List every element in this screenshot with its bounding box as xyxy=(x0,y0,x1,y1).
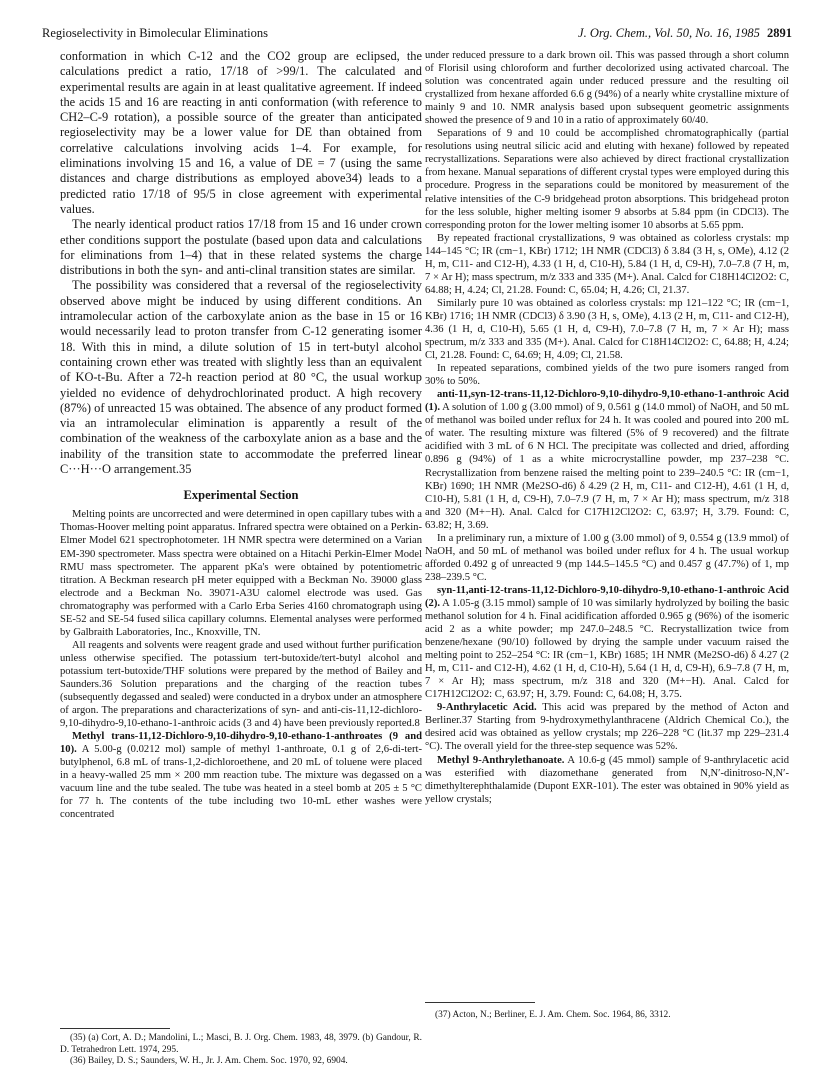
run-in-heading: anti-11,syn-12-trans-11,12-Dichloro-9,10-dihydro-9,10-ethano-1-anthroic Acid (1). xyxy=(425,389,789,414)
right-column xyxy=(425,49,789,806)
left-column xyxy=(60,49,422,821)
paragraph: All reagents and solvents were reagent grade and used without further purification unless otherwise specified. The potassium tert-butoxide/tert-butyl alcohol and potassium tert-butoxide/THF solutions were prepared by the method of Bailey and Saunders.36 Solution preparations and the charging of the reaction tubes (subsequently degassed and sealed) were conducted in a drybox under an atmosphere of argon. The preparations and characterizations of syn- and anti-cis-11,12-dichloro-9,10-dihydro-9,10-ethano-1-anthroic acids (3 and 4) have been previously reported.8 xyxy=(60,639,422,730)
paragraph xyxy=(60,730,422,821)
journal-citation: J. Org. Chem., Vol. 50, No. 16, 1985 xyxy=(578,26,760,40)
paragraph: The nearly identical product ratios 17/18 from 15 and 16 under crown ether conditions support the postulate (based upon data and calculations for eliminations from 1–4) that in these related systems the charge distributions in both the syn- and anti-clinal transition states are similar. xyxy=(60,217,422,278)
paragraph xyxy=(425,584,789,701)
footnote-divider xyxy=(425,1002,535,1003)
paragraph: Separations of 9 and 10 could be accomplished chromatographically (partial resolutions using neutral silicic acid and eluting with hexane) followed by repeated recrystallizations. Separations were also achieved by direct fractional crystallization from hexane. Manual separations of different crystal types were employed during this procedure. Progress in the separations could be monitored by measurement of the relative intensities of the C-9 bridgehead proton absorptions. This bridgehead proton for the less soluble, higher melting isomer 9 absorbs at 5.84 ppm (in CDCl3). The corresponding proton for the lower melting isomer 10 absorbs at 5.65 ppm. xyxy=(425,128,789,231)
paragraph: under reduced pressure to a dark brown oil. This was passed through a short column of Florisil using chloroform and further decolorized using activated charcoal. The solution was concentrated again under reduced pressure and the resulting oil crystallized from hexane afforded 6.6 g (94%) of a nearly white crystalline mixture of mainly 9 and 10. NMR analysis based upon subsequent geometric assignments showed the presence of 9 and 10 in a ratio of approximately 60/40. xyxy=(425,50,789,127)
run-in-heading: Methyl 9-Anthrylethanoate. xyxy=(437,754,565,766)
paragraph: The possibility was considered that a reversal of the regioselectivity observed above might be induced by using different conditions. An intramolecular action of the carboxylate anion as the base in 15 or 16 would necessarily lead to proton transfer from C-12 generating isomer 18. With this in mind, a dilute solution of 15 in tert-butyl alcohol containing crown ether was treated with slightly less than an equivalent of KO-t-Bu. After a 72-h reaction period at 80 °C, the usual workup yielded no evidence of dehydrochlorinated product. A high recovery (87%) of unreacted 15 was obtained. The absence of any product formed via an intramolecular elimination is apparently a result of the combination of the weakness of the carboxylate anion as a base and the inability of the transition state to accommodate the preferred linear C···H···O arrangement.35 xyxy=(60,278,422,477)
paragraph-body: A 1.05-g (3.15 mmol) sample of 10 was similarly hydrolyzed by boiling the basic methanol solution for 4 h. Final acidification afforded 0.965 g (96%) of the isomeric acid 2 as a white powder; mp 247.0–248.5 °C. Recrystallization twice from benzene/hexane (90/10) followed by drying the sample under vacuum raised the melting point to 252–254 °C: IR (cm−1, KBr) 1685; 1H NMR (Me2SO-d6) δ 4.27 (2 H, m, C11- and C12-H), 4.62 (1 H, d, C10-H), 5.64 (1 H, d, C9-H), 6.9–7.8 (7 H, m, 7 × Ar H); mass spectrum, m/z 318 and 320 (M+−H). Anal. Calcd for C17H12Cl2O2: C, 63.97; H, 3.79. Found: C, 64.08; H, 3.75. xyxy=(425,597,789,701)
paragraph-body: A solution of 1.00 g (3.00 mmol) of 9, 0.561 g (14.0 mmol) of NaOH, and 50 mL of methanol was boiled under reflux for 24 h. It was cooled and poured into 200 mL of water. The resulting mixture was filtered (5% of 9 recovered) and the filtrate acidified with 3 mL of 6 N HCl. The precipitate was collected and dried, affording 0.896 g (94%) of 1 as a white microcrystalline powder, mp 237–238 °C. Recrystallization from benzene raised the melting point to 239–240.5 °C: IR (cm−1, KBr) 1690; 1H NMR (Me2SO-d6) δ 4.29 (2 H, m, C11- and C12-H), 4.61 (1 H, d, C10-H), 5.81 (1 H, d, C9-H), 7.0–7.9 (7 H, m, 7 × Ar H); mass spectrum, m/z 318 and 320 (M+−H). Anal. Calcd for C17H12Cl2O2: C, 63.97; H, 3.79. Found: C, 63.82; H, 3.69. xyxy=(425,402,789,531)
paragraph-body: A 10.6-g (45 mmol) sample of 9-anthrylacetic acid was esterified with diazomethane generated from N,N′-dinitroso-N,N′-dimethylterephthalamide (Dupont EXR-101). The ester was obtained in 90% yield as yellow crystals; xyxy=(425,754,789,805)
footnote: (35) (a) Cort, A. D.; Mandolini, L.; Masci, B. J. Org. Chem. 1983, 48, 3979. (b) Gandour, R. D. Tetrahedron Lett. 1974, 295. xyxy=(60,1033,422,1055)
paragraph xyxy=(425,388,789,532)
paragraph: Melting points are uncorrected and were determined in open capillary tubes with a Thomas-Hoover melting point apparatus. Infrared spectra were obtained on a Perkin-Elmer Model 621 spectrophotometer. 1H NMR spectra were determined on a Varian EM-390 spectrometer. Mass spectra were obtained on a Hitachi Perkin-Elmer Model RMU mass spectrometer. The apparent pKa's were obtained by potentiometric titration. A Beckman research pH meter equipped with a Beckman No. 39000 glass electrode and a Beckman No. 39071-A3U calomel electrode was used. Gas chromatography was performed with a Carlo Erba Series 4160 chromatograph using SE-52 and SE-54 fused silica capillary columns. Elemental analyses were performed by Galbraith Laboratories, Inc., Knoxville, TN. xyxy=(60,509,422,638)
paragraph: Similarly pure 10 was obtained as colorless crystals: mp 121–122 °C; IR (cm−1, KBr) 1716; 1H NMR (CDCl3) δ 3.90 (3 H, s, OMe), 4.13 (2 H, m, C11- and C12-H), 4.36 (1 H, d, C10-H), 5.65 (1 H, d, C9-H), 7.0–7.8 (7 H, m, 7 × Ar H); mass spectrum, m/z 333 and 335 (M+). Anal. Calcd for C18H14Cl2O2: C, 64.88; H, 4.24; Cl, 21.28. Found: C, 64.69; H, 4.09; Cl, 21.58. xyxy=(425,297,789,362)
run-in-heading: 9-Anthrylacetic Acid. xyxy=(437,702,537,714)
paragraph: In a preliminary run, a mixture of 1.00 g (3.00 mmol) of 9, 0.554 g (13.9 mmol) of NaOH, and 50 mL of methanol was boiled under reflux for 4 h. The usual workup afforded 0.492 g of unreacted 9 (mp 144.5–145.5 °C) and 0.457 g (47.7%) of 1, mp 238–239.5 °C. xyxy=(425,532,789,583)
footnotes-right xyxy=(425,1010,789,1022)
paragraph-body: A 5.00-g (0.0212 mol) sample of methyl 1-anthroate, 0.1 g of 2,6-di-tert-butylphenol, 6.8 mL of trans-1,2-dichloroethene, and 20 mL of toluene were placed in a heavy-walled 25 mm × 200 mm reaction tube. The mixture was degassed on a vacuum line and the tube sealed. The tube was heated in a steel bomb at 205 ± 5 °C for 77 h. The contents of the tube including two 10-mL ether washes were concentrated xyxy=(60,744,422,821)
paragraph: In repeated separations, combined yields of the two pure isomers ranged from 30% to 50%. xyxy=(425,363,789,388)
running-title: Regioselectivity in Bimolecular Eliminations xyxy=(42,26,269,40)
running-header-right xyxy=(578,26,792,41)
footnote: (37) Acton, N.; Berliner, E. J. Am. Chem. Soc. 1964, 86, 3312. xyxy=(435,1010,671,1020)
footnote: (36) Bailey, D. S.; Saunders, W. H., Jr. J. Am. Chem. Soc. 1970, 92, 6904. xyxy=(70,1056,348,1067)
page-number: 2891 xyxy=(767,26,792,40)
footnotes-left xyxy=(60,1033,422,1068)
paragraph xyxy=(425,701,789,753)
paragraph: By repeated fractional crystallizations, 9 was obtained as colorless crystals: mp 144–145 °C; IR (cm−1, KBr) 1712; 1H NMR (CDCl3) δ 3.84 (3 H, s, OMe), 4.12 (2 H, m, C11- and C12-H), 4.33 (1 H, d, C10-H), 5.84 (1 H, d, C9-H), 7.0–7.8 (7 H, m, 7 × Ar H); mass spectrum, m/z 333 and 335 (M+). Anal. Calcd for C18H14Cl2O2: C, 64.88; H, 4.24; Cl, 21.28. Found: C, 65.04; H, 4.26; Cl, 21.37. xyxy=(425,232,789,296)
run-in-heading: Methyl trans-11,12-Dichloro-9,10-dihydro-9,10-ethano-1-anthroates (9 and 10). xyxy=(60,731,422,756)
paragraph: conformation in which C-12 and the CO2 group are eclipsed, the calculations predict a ratio, 17/18 of >99/1. The calculated and experimental results are again in at least qualitative agreement. If indeed the acids 15 and 16 are reacting in anti conformation (with reference to CH2–C-9 rotation), a possible source of the greater than anticipated regioselectivity may be a lower value for DE than obtained from correlative calculations involving acids 1–4. For example, for eliminations involving 15 and 16, a value of DE = 7 (using the same distances and charge distributions as employed above34) leads to a predicted ratio 17/18 of 95/5 in close agreement with experimental values. xyxy=(60,49,422,216)
section-heading: Experimental Section xyxy=(183,488,299,503)
run-in-heading: syn-11,anti-12-trans-11,12-Dichloro-9,10-dihydro-9,10-ethano-1-anthroic Acid (2). xyxy=(425,584,789,609)
footnote-divider xyxy=(60,1028,170,1029)
paragraph xyxy=(425,754,789,806)
paragraph-body: This acid was prepared by the method of Acton and Berliner.37 Starting from 9-hydroxymethylanthracene (Aldrich Chemical Co.), the desired acid was obtained as yellow crystals; mp 226–228 °C (lit.37 mp 229–231.4 °C). The overall yield for the three-step sequence was 52%. xyxy=(425,702,789,753)
